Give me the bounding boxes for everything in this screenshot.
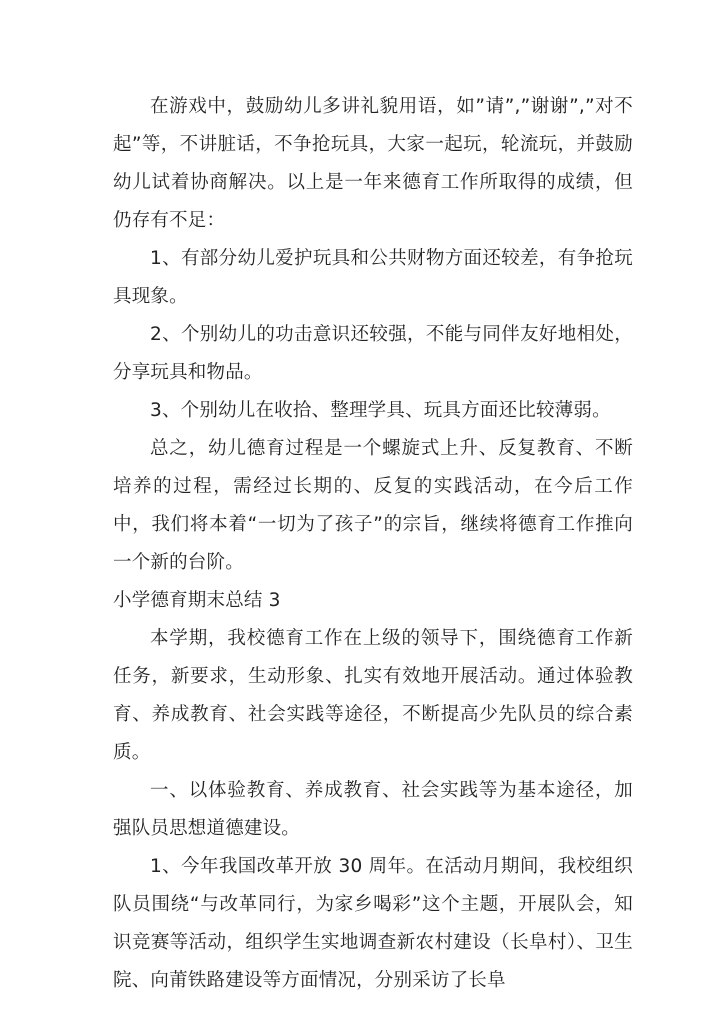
paragraph-semester-intro: 本学期，我校德育工作在上级的领导下，围绕德育工作新任务，新要求，生动形象、扎实有效地开展活动。通过体验教育、养成教育、社会实践等途径，不断提高少先队员的综合素质。 <box>113 628 633 763</box>
section-heading: 小学德育期末总结 3 <box>113 590 281 611</box>
paragraph-shortcoming-1: 1、有部分幼儿爱护玩具和公共财物方面还较差，有争抢玩具现象。 <box>113 248 633 307</box>
paragraph-shortcoming-2: 2、个别幼儿的功击意识还较强，不能与同伴友好地相处，分享玩具和物品。 <box>113 324 633 383</box>
paragraph-reform-anniversary: 1、今年我国改革开放 30 周年。在活动月期间，我校组织队员围绕“与改革同行，为家乡喝彩”这个主题，开展队会，知识竞赛等活动，组织学生实地调查新农村建设（长阜村）、卫生院、向莆铁路建设等方面情况，分别采访了长阜 <box>113 856 633 991</box>
document-body <box>113 88 633 1000</box>
paragraph-section-one: 一、以体验教育、养成教育、社会实践等为基本途径，加强队员思想道德建设。 <box>113 780 633 839</box>
paragraph-shortcoming-3: 3、个别幼儿在收拾、整理学具、玩具方面还比较薄弱。 <box>150 400 611 421</box>
paragraph-conclusion: 总之，幼儿德育过程是一个螺旋式上升、反复教育、不断培养的过程，需经过长期的、反复的实践活动，在今后工作中，我们将本着“一切为了孩子”的宗旨，继续将德育工作推向一个新的台阶。 <box>113 438 633 573</box>
paragraph-games: 在游戏中，鼓励幼儿多讲礼貌用语，如”请”,”谢谢”,”对不起”等，不讲脏话，不争抢玩具，大家一起玩，轮流玩，并鼓励幼儿试着协商解决。以上是一年来德育工作所取得的成绩，但仍存有不足： <box>113 96 633 231</box>
